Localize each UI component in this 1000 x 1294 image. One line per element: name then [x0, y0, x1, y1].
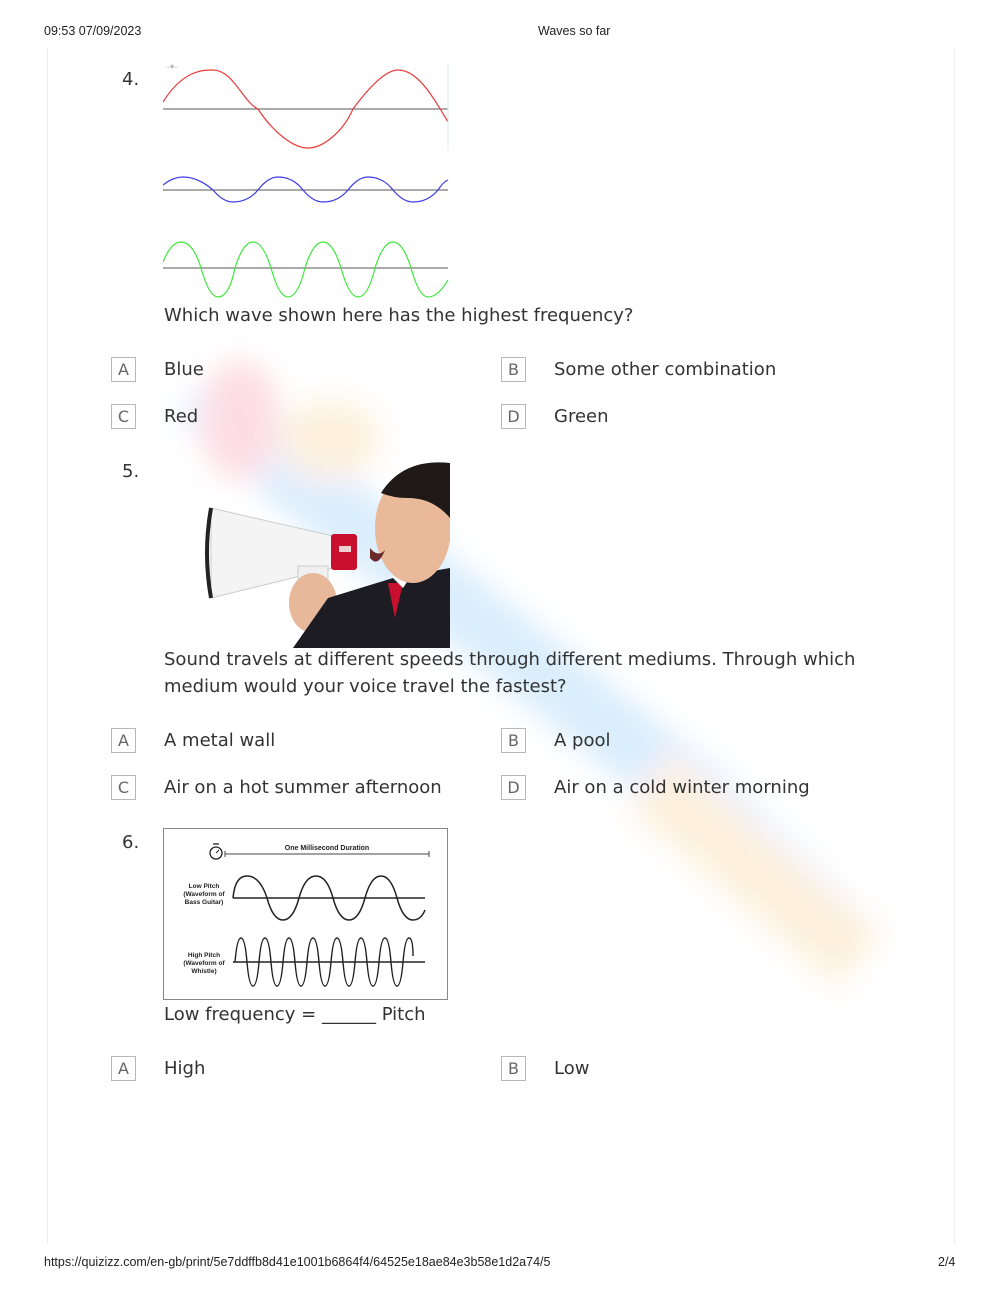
- svg-text:(Waveform of: (Waveform of: [183, 960, 225, 967]
- svg-text:Bass Guitar): Bass Guitar): [184, 899, 224, 906]
- document-title: Waves so far: [538, 24, 611, 38]
- option-text: High: [164, 1058, 206, 1079]
- print-datetime: 09:53 07/09/2023: [44, 24, 142, 38]
- option-text: A metal wall: [164, 730, 276, 751]
- page-url: https://quizizz.com/en-gb/print/5e7ddffb8d41e1001b6864f4/64525e18ae84e3b58e1d2a74/5: [44, 1255, 551, 1269]
- svg-text:High Pitch: High Pitch: [187, 952, 221, 959]
- option-text: Red: [164, 406, 199, 427]
- option-a[interactable]: [111, 1056, 206, 1081]
- svg-text:(Waveform of: (Waveform of: [183, 891, 225, 898]
- option-a[interactable]: [111, 728, 276, 753]
- option-a[interactable]: [111, 357, 204, 382]
- option-letter: A: [111, 357, 136, 382]
- svg-text:One Millisecond Duration: One Millisecond Duration: [284, 845, 370, 852]
- question-number: 6.: [122, 832, 140, 853]
- question-number: 5.: [122, 461, 140, 482]
- option-text: Air on a cold winter morning: [554, 777, 810, 798]
- option-letter: B: [501, 1056, 526, 1081]
- option-text: Some other combination: [554, 359, 777, 380]
- megaphone-photo: [163, 458, 450, 648]
- option-letter: C: [111, 775, 136, 800]
- option-c[interactable]: [111, 404, 199, 429]
- option-b[interactable]: [501, 728, 611, 753]
- option-letter: D: [501, 404, 526, 429]
- option-d[interactable]: [501, 404, 609, 429]
- option-text: A pool: [554, 730, 611, 751]
- option-letter: C: [111, 404, 136, 429]
- question-text: Low frequency = ______ Pitch: [164, 1004, 426, 1025]
- svg-text:Whistle): Whistle): [191, 968, 217, 975]
- svg-text:↔⊕↔: ↔⊕↔: [165, 64, 180, 70]
- option-c[interactable]: [111, 775, 442, 800]
- page-number: 2/4: [938, 1255, 956, 1269]
- question-text: Sound travels at different speeds through different mediums. Through which medium would your voice travel the fastest?: [164, 649, 856, 697]
- option-d[interactable]: [501, 775, 810, 800]
- svg-text:Low Pitch: Low Pitch: [188, 883, 220, 890]
- option-letter: A: [111, 728, 136, 753]
- option-text: Blue: [164, 359, 204, 380]
- option-letter: B: [501, 357, 526, 382]
- option-b[interactable]: [501, 1056, 590, 1081]
- option-letter: D: [501, 775, 526, 800]
- option-text: Green: [554, 406, 609, 427]
- option-b[interactable]: [501, 357, 777, 382]
- question-number: 4.: [122, 69, 140, 90]
- pitch-waveforms-figure: [163, 828, 449, 1001]
- question-text: Which wave shown here has the highest frequency?: [164, 305, 634, 326]
- option-letter: B: [501, 728, 526, 753]
- option-text: Low: [554, 1058, 590, 1079]
- option-text: Air on a hot summer afternoon: [164, 777, 442, 798]
- option-letter: A: [111, 1056, 136, 1081]
- three-waves-figure: [163, 62, 451, 302]
